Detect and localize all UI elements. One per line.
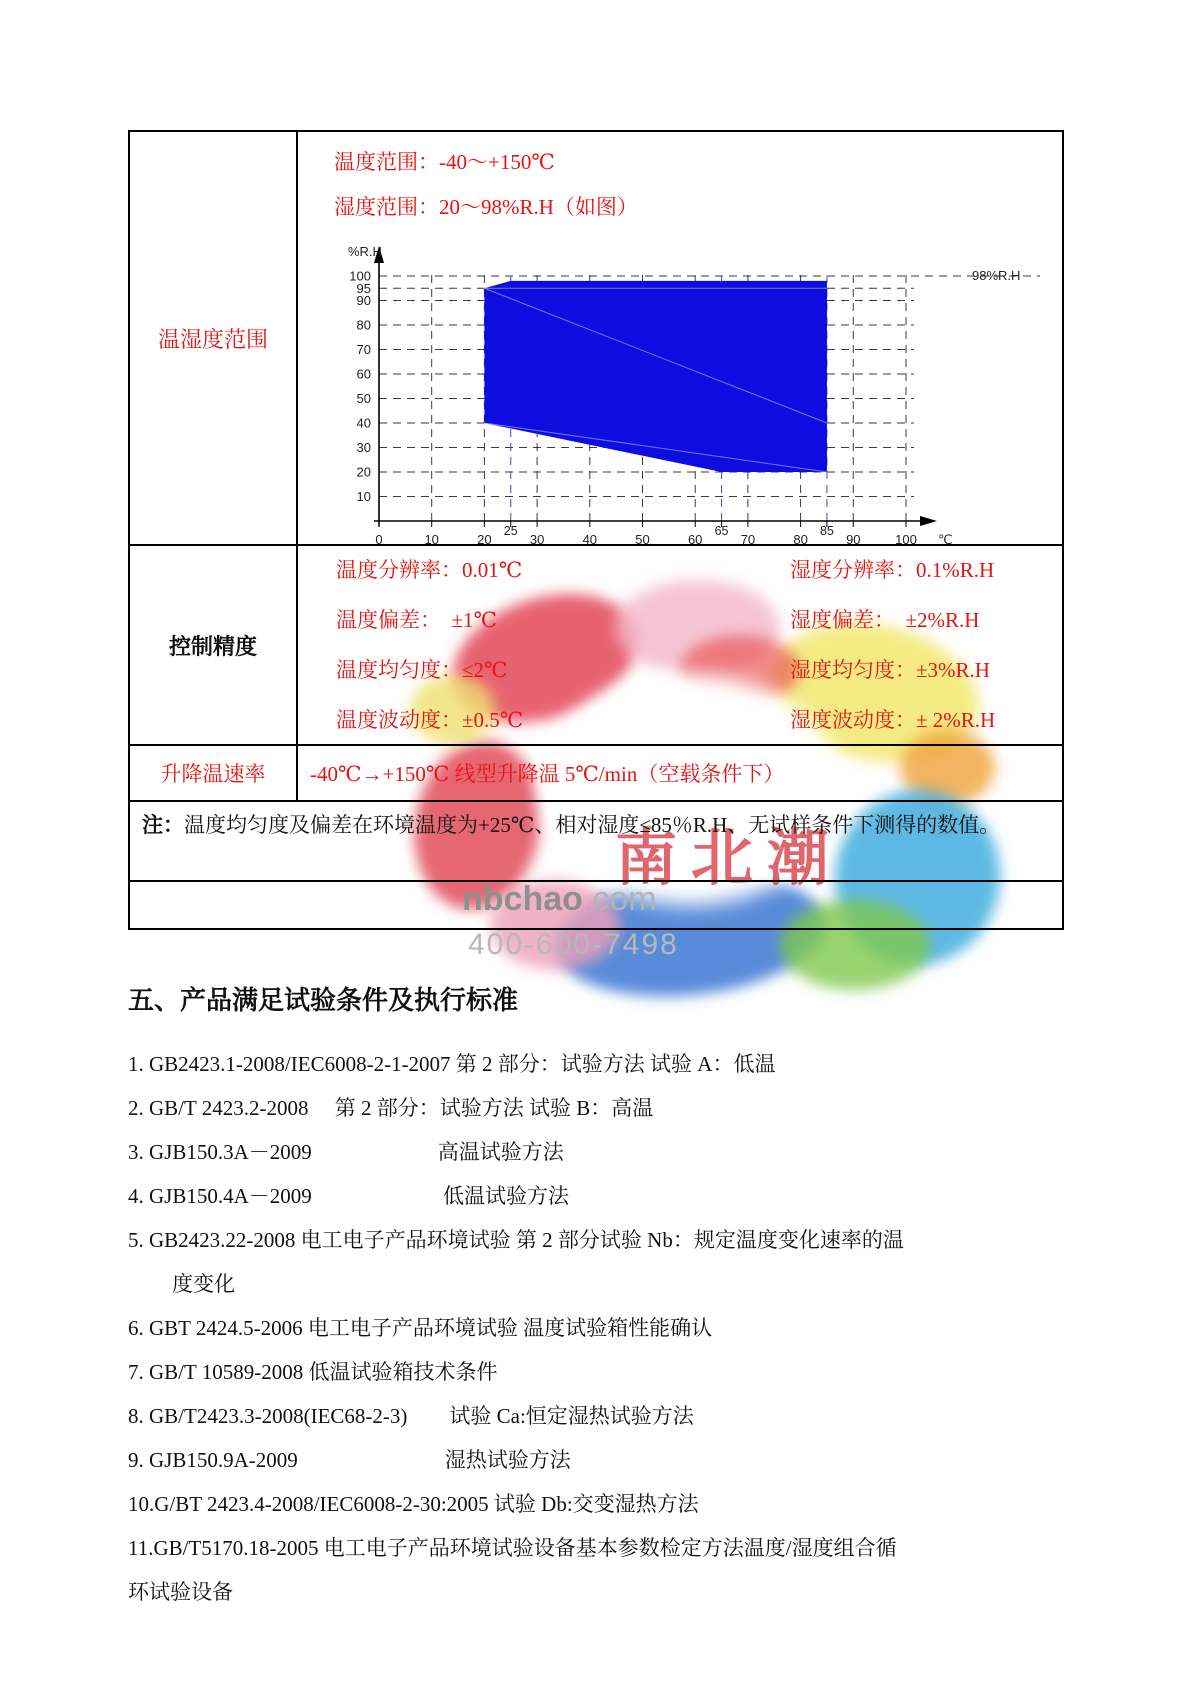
svg-text:50: 50 xyxy=(635,532,650,547)
standard-item: 9. GJB150.9A-2009 湿热试验方法 xyxy=(128,1448,571,1472)
control-precision-item: 湿度均匀度：±3%R.H xyxy=(790,658,990,682)
control-precision-item: 温度波动度：±0.5℃ xyxy=(336,708,524,732)
svg-text:0: 0 xyxy=(375,532,383,547)
table-row-ramp-rate xyxy=(130,746,1062,802)
note-body: 温度均匀度及偏差在环境温度为+25℃、相对湿度≤85％R.H、无试样条件下测得的数值。 xyxy=(184,813,1001,837)
svg-text:20: 20 xyxy=(477,532,492,547)
standard-item: 1. GB2423.1-2008/IEC6008-2-1-2007 第 2 部分：试验方法 试验 A：低温 xyxy=(128,1052,776,1076)
note-prefix: 注： xyxy=(142,813,184,837)
svg-text:80: 80 xyxy=(793,532,808,547)
humidity-range-text: 湿度范围：20～98%R.H（如图） xyxy=(334,195,638,219)
svg-text:30: 30 xyxy=(356,440,371,455)
spec-table xyxy=(128,130,1064,930)
control-precision-humidity-column xyxy=(790,545,1062,745)
ramp-rate-text: -40℃→+150℃ 线型升降温 5℃/min（空载条件下） xyxy=(310,762,785,786)
standard-item: 6. GBT 2424.5-2006 电工电子产品环境试验 温度试验箱性能确认 xyxy=(128,1316,713,1340)
table-row-empty xyxy=(130,882,1062,928)
svg-text:100: 100 xyxy=(895,532,917,547)
watermark-brand-light: .com xyxy=(582,880,657,918)
standard-item: 3. GJB150.3A－2009 高温试验方法 xyxy=(128,1140,564,1164)
control-precision-temperature-column xyxy=(298,545,790,745)
svg-text:40: 40 xyxy=(582,532,598,547)
control-precision-item: 温度偏差： ±1℃ xyxy=(336,608,498,632)
table-row-control-precision xyxy=(130,546,1062,746)
standard-item: 4. GJB150.4A－2009 低温试验方法 xyxy=(128,1184,570,1208)
humidity-temperature-chart xyxy=(334,236,1050,548)
svg-text:60: 60 xyxy=(687,532,703,547)
svg-text:25: 25 xyxy=(503,524,518,538)
row-label-ramp-rate: 升降温速率 xyxy=(130,746,298,800)
standard-item: 7. GB/T 10589-2008 低温试验箱技术条件 xyxy=(128,1360,498,1384)
svg-text:40: 40 xyxy=(356,415,371,431)
watermark-phone: 400-600-7498 xyxy=(468,928,679,961)
control-precision-item: 温度均匀度：≤2℃ xyxy=(336,658,508,682)
svg-text:60: 60 xyxy=(356,366,371,382)
svg-text:10: 10 xyxy=(424,532,439,547)
svg-text:10: 10 xyxy=(356,489,371,504)
svg-text:30: 30 xyxy=(529,532,545,547)
control-precision-item: 湿度偏差： ±2%R.H xyxy=(790,608,980,632)
svg-text:80: 80 xyxy=(356,317,371,333)
row-label-control-precision: 控制精度 xyxy=(130,546,298,744)
watermark-brand-bold: nbchao xyxy=(462,880,583,918)
svg-text:95: 95 xyxy=(356,280,371,296)
standard-item: 8. GB/T2423.3-2008(IEC68-2-3) 试验 Ca:恒定湿热试验方法 xyxy=(128,1404,694,1428)
temperature-range-text: 温度范围：-40～+150℃ xyxy=(334,150,555,174)
svg-text:70: 70 xyxy=(356,342,371,357)
svg-text:20: 20 xyxy=(356,464,371,480)
note-text xyxy=(142,808,1000,880)
section-title: 五、产品满足试验条件及执行标准 xyxy=(128,985,519,1015)
svg-text:%R.H: %R.H xyxy=(348,244,382,259)
row-label-temp-humidity-range: 温湿度范围 xyxy=(130,132,298,544)
svg-text:70: 70 xyxy=(740,532,756,547)
svg-text:98%R.H: 98%R.H xyxy=(972,268,1021,283)
control-precision-item: 湿度分辨率：0.1%R.H xyxy=(790,558,995,582)
svg-text:90: 90 xyxy=(846,532,861,547)
svg-text:℃: ℃ xyxy=(938,532,953,547)
standards-list xyxy=(128,1042,1078,1614)
standard-item: 环试验设备 xyxy=(128,1580,233,1604)
standard-item: 2. GB/T 2423.2-2008 第 2 部分：试验方法 试验 B：高温 xyxy=(128,1096,654,1120)
table-row-temp-humidity-range xyxy=(130,132,1062,546)
standard-item: 10.G/BT 2423.4-2008/IEC6008-2-30:2005 试验 Db:交变湿热方法 xyxy=(128,1492,699,1516)
control-precision-item: 温度分辨率：0.01℃ xyxy=(336,558,523,582)
standard-item: 度变化 xyxy=(172,1272,235,1296)
svg-text:85: 85 xyxy=(819,524,834,538)
standard-item: 11.GB/T5170.18-2005 电工电子产品环境试验设备基本参数检定方法温度/湿度组合循 xyxy=(128,1536,897,1560)
table-row-note xyxy=(130,802,1062,882)
svg-text:65: 65 xyxy=(714,524,729,538)
watermark-cn-text: 南北潮 xyxy=(615,825,844,893)
standard-item: 5. GB2423.22-2008 电工电子产品环境试验 第 2 部分试验 Nb：规定温度变化速率的温 xyxy=(128,1228,904,1252)
svg-text:100: 100 xyxy=(349,268,371,284)
svg-text:50: 50 xyxy=(356,391,371,406)
control-precision-item: 湿度波动度：± 2%R.H xyxy=(790,708,996,732)
svg-text:90: 90 xyxy=(356,293,371,308)
